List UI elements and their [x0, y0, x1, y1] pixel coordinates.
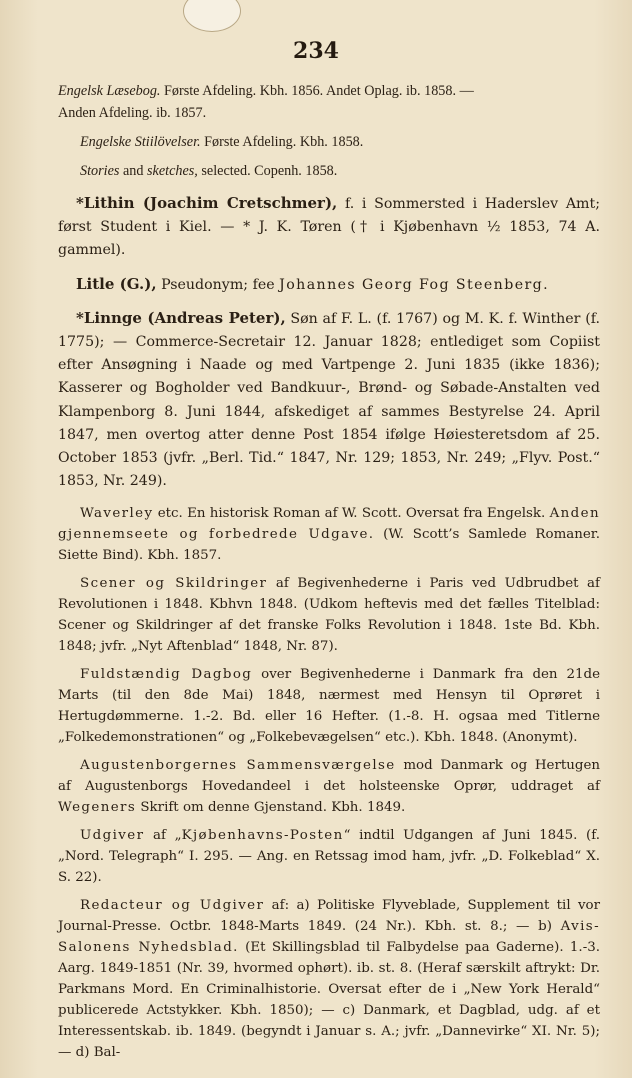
- work-title: Augustenborgernes Sammensværgelse: [80, 758, 396, 774]
- work-details-2: Anden Afdeling. ib. 1857.: [58, 105, 207, 121]
- cross-reference-name: Johannes Georg Fog Steenberg: [279, 276, 544, 293]
- work-details: selected. Copenh. 1858.: [197, 163, 338, 179]
- page-body: [58, 80, 600, 1063]
- work-dagbog: [58, 664, 600, 748]
- work-waverley: [58, 503, 600, 566]
- work-augustenborg: [58, 755, 600, 818]
- work-title: Fuldstændig Dagbog: [80, 667, 253, 683]
- work-text: af Begivenhederne i Paris ved Udbrudbet af Revolutionen i 1848. Kbhvn 1848. (Udkom heftevis med det fælles Titelblad: Scener og Skildringer af det franske Folks Revolution i 1848. 1ste Bd. Kbh. 1848; jvfr. „Nyt Aftenblad“ 1848, Nr. 87).: [58, 576, 600, 655]
- work-text-2: Skrift om denne Gjenstand. Kbh. 1849.: [136, 800, 406, 816]
- work-title: Scener og Skildringer: [80, 576, 268, 592]
- work-udgiver: [58, 825, 600, 888]
- entry-heading: Litle (G.),: [76, 274, 157, 293]
- work-text: etc. En historisk Roman af W. Scott. Oversat fra Engelsk.: [153, 506, 550, 522]
- work-periodical: Avis-Salonens Nyhedsblad.: [58, 919, 600, 956]
- work-text: over Begivenhederne i Danmark fra den 21de Marts (til den 8de Mai) 1848, nærmest med Hensyn til Oprøret i Hertugdømmerne. 1.-2. Bd. eller 16 Hefter. (1.-8. H. ogsaa med Titlerne „Folkedemonstrationen“ og „Folkebevægelsen“ etc.). Kbh. 1848. (Anonymt).: [58, 667, 600, 746]
- work-title: Waverley: [80, 506, 154, 522]
- punched-hole: [183, 0, 241, 32]
- work-text: af „: [144, 828, 182, 844]
- entry-heading: *Linnge (Andreas Peter),: [76, 308, 286, 327]
- entry-heading: *Lithin (Joachim Cretschmer),: [76, 194, 338, 212]
- work-redacteur: [58, 895, 600, 1063]
- work-text: af: a) Politiske Flyveblade, Supplement til vor Journal-Presse. Octbr. 1848-Marts 1849. (24 Nr.). Kbh. st. 8.; — b): [58, 898, 600, 935]
- work-details: Første Afdeling. Kbh. 1856. Andet Oplag. ib. 1858. —: [160, 83, 474, 99]
- work-scener: [58, 573, 600, 657]
- entry-text: Pseudonym; fee: [156, 276, 280, 293]
- work-text: mod Danmark og Hertugen af Augustenborgs Hovedandeel i det holsteenske Oprør, uddraget af: [58, 758, 601, 795]
- page-number: 234: [293, 38, 339, 64]
- english-entry-2: [58, 131, 600, 153]
- entry-text: f. i Sommersted i Haderslev Amt; først Student i Kiel. — * J. K. Tøren († i Kjøbenhavn ½ 1853, 74 A. gammel).: [58, 196, 600, 259]
- entry-text-end: .: [543, 276, 548, 293]
- entry-litle: [58, 273, 600, 297]
- entry-lithin: [58, 192, 600, 263]
- work-author-ref: Wegeners: [58, 800, 137, 816]
- work-text-2: “ indtil Udgangen af Juni 1845. (f. „Nord. Telegraph“ I. 295. — Ang. en Retssag imod ham, jvfr. „D. Folkeblad“ X. S. 22).: [58, 828, 600, 886]
- work-title: Engelsk Læsebog.: [58, 83, 161, 99]
- work-title: Engelske Stiilövelser.: [80, 134, 201, 150]
- work-connector: and: [119, 163, 148, 179]
- work-details: Første Afdeling. Kbh. 1858.: [200, 134, 364, 150]
- english-entry-3: [58, 160, 600, 182]
- work-edition: Anden gjennemseete og forbedrede Udgave.: [58, 506, 600, 543]
- english-entry-1: [58, 80, 600, 124]
- work-title: Redacteur og Udgiver: [80, 898, 265, 914]
- work-title: Stories: [80, 163, 120, 179]
- entry-linnge: [58, 307, 600, 494]
- work-text-2: (W. Scott’s Samlede Romaner. Siette Bind). Kbh. 1857.: [58, 527, 600, 564]
- work-text-2: (Et Skillingsblad til Falbydelse paa Gaderne). 1.-3. Aarg. 1849-1851 (Nr. 39, hvormed ophørt). ib. st. 8. (Heraf særskilt aftrykt: Dr. Parkmans Mord. En Criminalhistorie. Oversat efter de i „New York Herald“ publicerede Actstykker. Kbh. 1850); — c) Danmark, et Dagblad, udg. af et Interessentskab. ib. 1849. (begyndt i Januar s. A.; jvfr. „Dannevirke“ XI. Nr. 5); — d) Bal-: [58, 940, 600, 1061]
- work-title-2: sketches,: [147, 163, 198, 179]
- work-periodical: Kjøbenhavns-Posten: [181, 828, 344, 844]
- entry-text: Søn af F. L. (f. 1767) og M. K. f. Winther (f. 1775); — Commerce-Secretair 12. Januar 1828; entlediget som Copiist efter Ansøgning i Naade og med Vartpenge 2. Juni 1835 (ikke 1836); Kasserer og Bogholder ved Bandkuur-, Brønd- og Søbade-Anstalten ved Klampenborg 8. Juni 1844, afskediget af sammes Bestyrelse 24. April 1847, men overtog atter denne Post 1854 ifølge Høiesteretsdom af 25. October 1853 (jvfr. „Berl. Tid.“ 1847, Nr. 129; 1853, Nr. 249; „Flyv. Post.“ 1853, Nr. 249).: [58, 310, 600, 490]
- work-title: Udgiver: [80, 828, 145, 844]
